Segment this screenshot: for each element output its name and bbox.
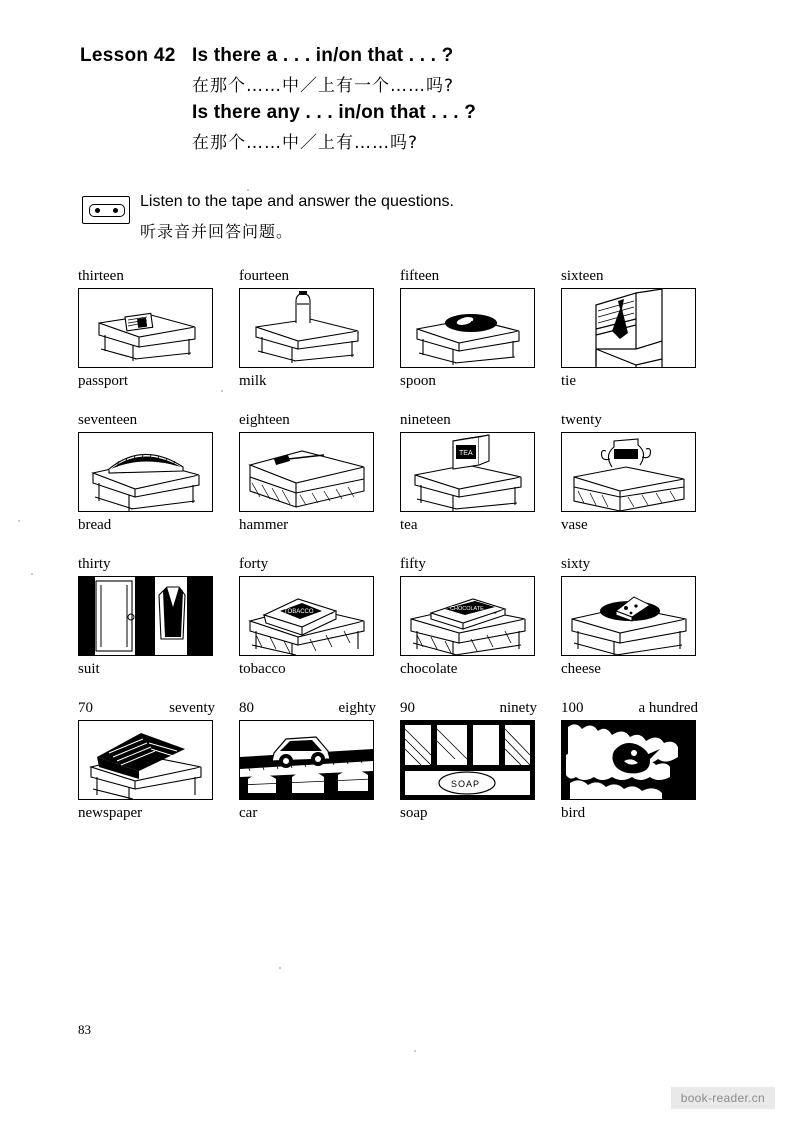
card-number: forty — [239, 556, 269, 572]
card-word: car — [239, 805, 258, 821]
card-word: passport — [78, 373, 128, 389]
card-word: bread — [78, 517, 112, 533]
card-word: tie — [561, 373, 576, 389]
picture-newspaper-on-table — [78, 720, 213, 800]
vocab-card-newspaper — [78, 700, 239, 825]
vocab-card-tea — [400, 412, 561, 537]
scan-speck — [18, 520, 20, 522]
lesson-number-label: Lesson 42 — [80, 45, 176, 66]
card-number-word: ninety — [499, 700, 537, 716]
grid-row — [78, 412, 722, 537]
vocab-card-hammer — [239, 412, 400, 537]
card-number-line — [78, 412, 239, 432]
card-number-line — [561, 700, 722, 720]
lesson-header — [80, 45, 720, 159]
card-number: fifty — [400, 556, 426, 572]
vocab-card-bird — [561, 700, 722, 825]
grid-row — [78, 556, 722, 681]
card-number: 70 — [78, 700, 93, 716]
page-number: 83 — [78, 1022, 91, 1037]
card-number-line — [400, 268, 561, 288]
picture-tie-on-chair — [561, 288, 696, 368]
card-number-line — [239, 556, 400, 576]
vocab-card-chocolate — [400, 556, 561, 681]
card-word: newspaper — [78, 805, 143, 821]
vocab-card-vase — [561, 412, 722, 537]
card-number: nineteen — [400, 412, 451, 428]
card-word: spoon — [400, 373, 436, 389]
card-number: thirty — [78, 556, 111, 572]
instruction-text-english: Listen to the tape and answer the questions. — [140, 193, 454, 210]
picture-cheese-on-plate — [561, 576, 696, 656]
card-number-line — [561, 556, 722, 576]
card-number: 100 — [561, 700, 584, 716]
cassette-window — [89, 204, 125, 217]
grid-row — [78, 700, 722, 825]
instruction-block — [82, 192, 702, 242]
card-word: tobacco — [239, 661, 286, 677]
vocabulary-picture-grid — [78, 268, 722, 844]
picture-vase-on-cabinet — [561, 432, 696, 512]
vocab-card-suit — [78, 556, 239, 681]
vocab-card-soap — [400, 700, 561, 825]
card-number-word: eighty — [338, 700, 376, 716]
vocab-card-passport — [78, 268, 239, 393]
svg-text:TEA: TEA — [459, 450, 473, 457]
card-number-word: a hundred — [638, 700, 698, 716]
vocab-card-tie — [561, 268, 722, 393]
picture-bread-loaf-on-table — [78, 432, 213, 512]
picture-tea-packet-on-table — [400, 432, 535, 512]
instruction-text-chinese: 听录音并回答问题。 — [140, 222, 294, 241]
vocab-card-tobacco — [239, 556, 400, 681]
card-word: suit — [78, 661, 100, 677]
card-number-word: seventy — [169, 700, 215, 716]
cassette-reel-right — [113, 208, 118, 213]
card-number-line — [561, 268, 722, 288]
picture-milk-bottle-on-table — [239, 288, 374, 368]
vocab-card-milk — [239, 268, 400, 393]
card-word: chocolate — [400, 661, 458, 677]
picture-suit-in-wardrobe — [78, 576, 213, 656]
lesson-title-chinese-1: 在那个……中／上有一个……吗? — [192, 76, 455, 96]
scan-speck — [247, 189, 249, 191]
picture-hammer-on-bench — [239, 432, 374, 512]
card-number: twenty — [561, 412, 602, 428]
card-word: cheese — [561, 661, 601, 677]
lesson-title-english-1: Is there a . . . in/on that . . . ? — [192, 45, 454, 66]
card-number: sixty — [561, 556, 591, 572]
card-number: fifteen — [400, 268, 440, 284]
card-number-line — [78, 268, 239, 288]
card-number-line — [400, 700, 561, 720]
vocab-card-cheese — [561, 556, 722, 681]
svg-text:CHOCOLATE: CHOCOLATE — [450, 606, 484, 612]
lesson-title-row-1 — [80, 45, 720, 67]
card-number-line — [78, 700, 239, 720]
card-number-line — [400, 556, 561, 576]
card-word: soap — [400, 805, 428, 821]
picture-spoon-in-dish-on-table — [400, 288, 535, 368]
card-number: 90 — [400, 700, 415, 716]
card-number: sixteen — [561, 268, 604, 284]
picture-tobacco-packet-on-table — [239, 576, 374, 656]
lesson-title-chinese-2: 在那个……中／上有……吗? — [192, 133, 419, 153]
scan-speck — [31, 573, 33, 575]
card-number-line — [400, 412, 561, 432]
watermark: book-reader.cn — [671, 1087, 775, 1109]
card-number: 80 — [239, 700, 254, 716]
card-number-line — [561, 412, 722, 432]
vocab-card-bread — [78, 412, 239, 537]
lesson-title-english-2: Is there any . . . in/on that . . . ? — [192, 102, 476, 123]
vocab-card-spoon — [400, 268, 561, 393]
card-number-line — [78, 556, 239, 576]
card-word: vase — [561, 517, 588, 533]
picture-bird-in-tree — [561, 720, 696, 800]
card-word: hammer — [239, 517, 289, 533]
card-number: eighteen — [239, 412, 290, 428]
svg-text:TOBACCO: TOBACCO — [284, 609, 314, 615]
card-number-line — [239, 268, 400, 288]
scan-speck — [414, 1050, 416, 1052]
cassette-reel-left — [95, 208, 100, 213]
lesson-title-row-2 — [192, 102, 720, 124]
card-word: bird — [561, 805, 586, 821]
grid-row — [78, 268, 722, 393]
vocab-card-car — [239, 700, 400, 825]
picture-passport-on-table — [78, 288, 213, 368]
card-number-line — [239, 412, 400, 432]
card-number: thirteen — [78, 268, 124, 284]
card-word: milk — [239, 373, 267, 389]
scan-speck — [279, 967, 281, 969]
picture-car-on-bridge — [239, 720, 374, 800]
svg-text:SOAP: SOAP — [451, 779, 481, 789]
cassette-tape-icon — [82, 196, 130, 224]
picture-chocolate-bar-on-table — [400, 576, 535, 656]
card-number: fourteen — [239, 268, 289, 284]
picture-soap-in-bathroom — [400, 720, 535, 800]
card-number: seventeen — [78, 412, 138, 428]
card-number-line — [239, 700, 400, 720]
scan-speck — [221, 390, 223, 392]
card-word: tea — [400, 517, 418, 533]
